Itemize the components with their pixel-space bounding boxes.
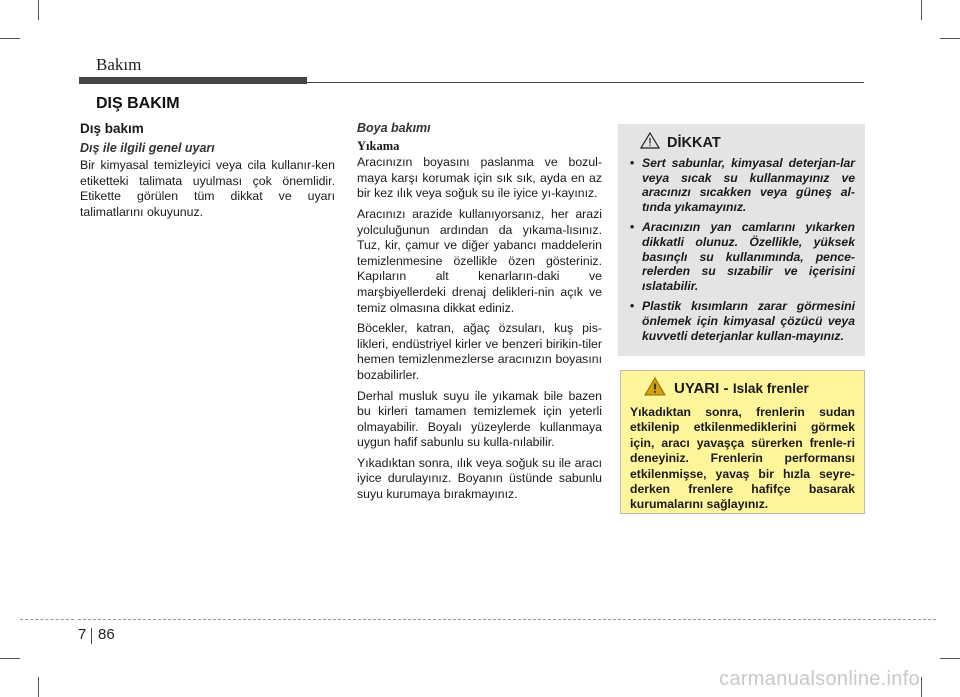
crop-mark <box>940 38 960 39</box>
crop-mark <box>38 677 39 697</box>
header-bar <box>79 77 307 84</box>
paragraph: Böcekler, katran, ağaç özsuları, kuş pis-likleri, endüstriyel kirler ve benzeri birikin-tiler hemen temizlenmezlerse aracınızın boyasını bozabilirler. <box>357 321 602 382</box>
caution-item: • Aracınızın yan camlarını yıkarken dikkatli olunuz. Özellikle, yüksek basınçlı su kullanımında, pence-relerden su sızabilir ve içerisini ıslatabilir. <box>628 220 855 293</box>
warning-text: Yıkadıktan sonra, frenlerin sudan etkilenip etkilenmediklerini görmek için, aracı yavaşça sürerken frenle-ri deneyiniz. Frenlerin performansı etkilenmişse, yavaş bir hızla seyre-derken frenlere hafifçe basarak kurumalarını sağlayınız. <box>630 405 855 512</box>
caution-list <box>628 156 855 343</box>
caution-item: • Sert sabunlar, kimyasal deterjan-lar veya sıcak su kullanmayınız ve aracınızı sıcakken veya güneş al-tında yıkamayınız. <box>628 156 855 214</box>
heading-exterior-care: Dış bakım <box>80 121 144 136</box>
crop-mark <box>0 38 20 39</box>
watermark: carmanualsonline.info <box>719 668 920 690</box>
crop-mark <box>921 0 922 20</box>
middle-column <box>357 121 602 508</box>
warning-triangle-icon <box>644 377 666 401</box>
paragraph: Aracınızın boyasını paslanma ve bozul-maya karşı korumak için sık sık, ayda en az bir kez ılık veya soğuk su ile iyice yı-kayınız. <box>357 155 602 201</box>
page-number-divider <box>91 628 92 644</box>
header-rule <box>307 82 864 83</box>
footer-rule <box>78 619 936 620</box>
page-number: 86 <box>98 626 115 643</box>
footer-rule <box>20 619 74 620</box>
caution-item: • Plastik kısımların zarar görmesini önlemek için kimyasal çözücü veya kuvvetli deterjanlar kullan-mayınız. <box>628 299 855 343</box>
paragraph: Bir kimyasal temizleyici veya cila kullanır-ken etiketteki talimata uyulması çok önemlidir. Etikette görülen tüm dikkat ve uyarı talimatlarını okuyunuz. <box>80 158 335 219</box>
subheading-paint-care: Boya bakımı <box>357 121 431 135</box>
caution-header <box>640 132 855 153</box>
subheading-general-warning: Dış ile ilgili genel uyarı <box>80 140 215 155</box>
paragraph: Yıkadıktan sonra, ılık veya soğuk su ile aracı iyice durulayınız. Boyanın üstünde sabunlu suyu kurumaya bırakmayınız. <box>357 455 602 502</box>
warning-box <box>620 370 865 514</box>
warning-header <box>644 377 855 401</box>
warning-subtitle: Islak frenler <box>732 381 809 396</box>
caution-box <box>618 124 865 356</box>
paragraph: Derhal musluk suyu ile yıkamak bile bazen bu kirleri tamamen temizlemek için yeterli olmayabilir. Boyalı yüzeylerde kullanmaya uygun hafif sabunlu su kulla-nılabilir. <box>357 388 602 450</box>
caution-title: DİKKAT <box>667 134 721 151</box>
crop-mark <box>940 658 960 659</box>
paragraph: Aracınızı arazide kullanıyorsanız, her arazi yolculuğunun ardından da yıkama-lısınız. Tuz, kir, çamur ve diğer yabancı maddelerin temizlenmesine özellikle özen gösteriniz. Kapıların alt kenarların-daki ve marşbiyellerdeki drenaj delikleri-nin açık ve temiz olmasına dikkat ediniz. <box>357 206 602 315</box>
crop-mark <box>0 658 20 659</box>
caution-triangle-icon <box>640 132 660 153</box>
section-title: DIŞ BAKIM <box>96 95 180 112</box>
crop-mark <box>921 677 922 697</box>
subheading-washing: Yıkama <box>357 138 400 153</box>
crop-mark <box>38 0 39 20</box>
header-title: Bakım <box>96 55 142 74</box>
left-column <box>80 121 335 226</box>
chapter-number: 7 <box>78 626 87 643</box>
warning-title: UYARI - <box>674 380 729 397</box>
